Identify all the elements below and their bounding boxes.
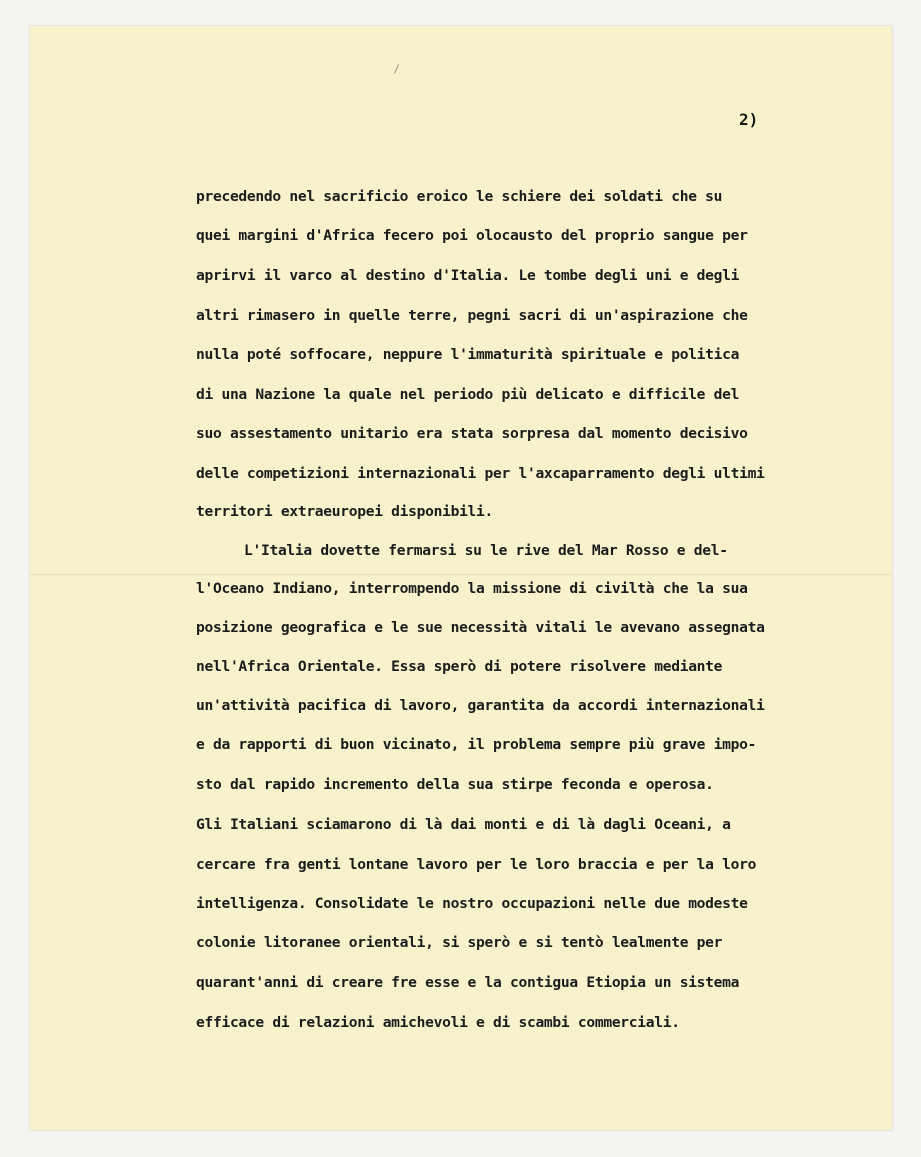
typewritten-page [30,26,892,1130]
text-line-22: efficace di relazioni amichevoli e di scambi commerciali. [196,1014,680,1031]
text-line-18: cercare fra genti lontane lavoro per le loro braccia e per la loro [196,856,757,873]
text-line-20: colonie litoranee orientali, si sperò e si tentò lealmente per [196,934,723,951]
text-line-21: quarant'anni di creare fre esse e la contigua Etiopia un sistema [196,974,740,991]
text-line-3: aprirvi il varco al destino d'Italia. Le tombe degli uni e degli [196,267,740,284]
text-line-2: quei margini d'Africa fecero poi olocausto del proprio sangue per [196,227,748,244]
text-line-12: posizione geografica e le sue necessità vitali le avevano assegnata [196,619,765,636]
text-line-10: L'Italia dovette fermarsi su le rive del Mar Rosso e del- [244,542,728,559]
text-line-1: precedendo nel sacrificio eroico le schiere dei soldati che su [196,188,723,205]
text-line-13: nell'Africa Orientale. Essa sperò di potere risolvere mediante [196,658,723,675]
text-line-17: Gli Italiani sciamarono di là dai monti e di là dagli Oceani, a [196,816,731,833]
text-line-7: suo assestamento unitario era stata sorpresa dal momento decisivo [196,425,748,442]
text-line-5: nulla poté soffocare, neppure l'immaturità spirituale e politica [196,346,740,363]
text-line-19: intelligenza. Consolidate le nostro occupazioni nelle due modeste [196,895,748,912]
pencil-mark [394,64,399,73]
text-line-14: un'attività pacifica di lavoro, garantita da accordi internazionali [196,697,765,714]
text-line-16: sto dal rapido incremento della sua stirpe feconda e operosa. [196,776,714,793]
text-line-9: territori extraeuropei disponibili. [196,503,494,520]
text-line-8: delle competizioni internazionali per l'axcaparramento degli ultimi [196,465,765,482]
text-line-4: altri rimasero in quelle terre, pegni sacri di un'aspirazione che [196,307,748,324]
text-line-6: di una Nazione la quale nel periodo più delicato e difficile del [196,386,740,403]
page-number: 2) [739,110,759,129]
text-line-15: e da rapporti di buon vicinato, il problema sempre più grave impo- [196,736,757,753]
text-line-11: l'Oceano Indiano, interrompendo la missione di civiltà che la sua [196,580,748,597]
